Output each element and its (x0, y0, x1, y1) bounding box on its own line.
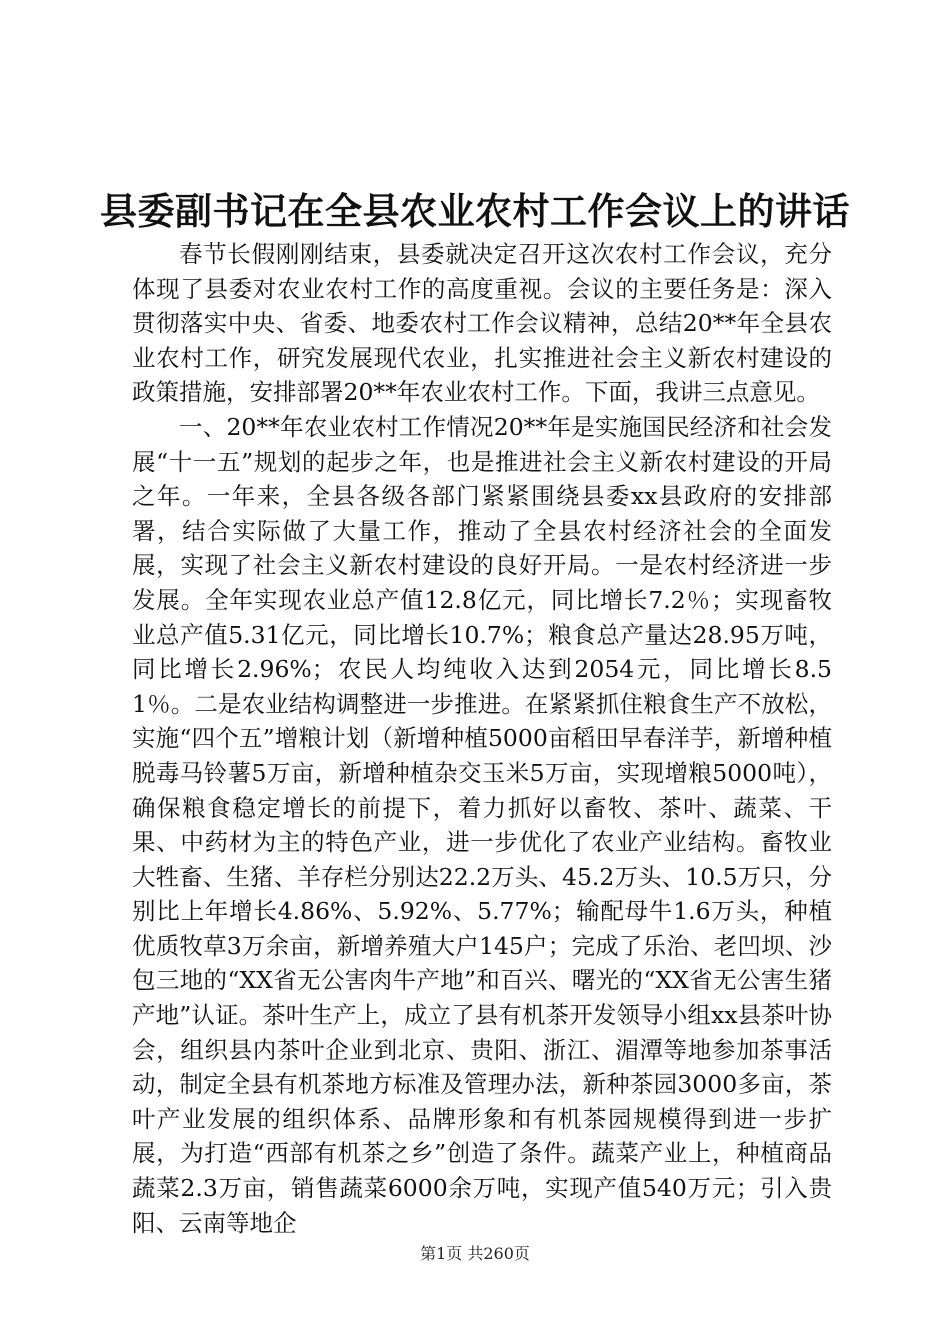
paragraph-section-one: 一、20**年农业农村工作情况20**年是实施国民经济和社会发展“十一五”规划的起步之年，也是推进社会主义新农村建设的开局之年。一年来，全县各级各部门紧紧围绕县委xx县政府的安排部署，结合实际做了大量工作，推动了全县农村经济社会的全面发展，实现了社会主义新农村建设的良好开局。一是农村经济进一步发展。全年实现农业总产值12.8亿元，同比增长7.2％；实现畜牧业总产值5.31亿元，同比增长10.7%；粮食总产量达28.95万吨，同比增长2.96%；农民人均纯收入达到2054元，同比增长8.51％。二是农业结构调整进一步推进。在紧紧抓住粮食生产不放松，实施“四个五”增粮计划（新增种植5000亩稻田早春洋芋，新增种植脱毒马铃薯5万亩，新增种植杂交玉米5万亩，实现增粮5000吨），确保粮食稳定增长的前提下，着力抓好以畜牧、茶叶、蔬菜、干果、中药材为主的特色产业，进一步优化了农业产业结构。畜牧业大牲畜、生猪、羊存栏分别达22.2万头、45.2万头、10.5万只，分别比上年增长4.86%、5.92%、5.77%；输配母牛1.6万头，种植优质牧草3万余亩，新增养殖大户145户；完成了乐治、老凹坝、沙包三地的“XX省无公害肉牛产地”和百兴、曙光的“XX省无公害生猪产地”认证。茶叶生产上，成立了县有机茶开发领导小组xx县茶叶协会，组织县内茶叶企业到北京、贵阳、浙江、湄潭等地参加茶事活动，制定全县有机茶地方标准及管理办法，新种茶园3000多亩，茶叶产业发展的组织体系、品牌形象和有机茶园规模得到进一步扩展，为打造“西部有机茶之乡”创造了条件。蔬菜产业上，种植商品蔬菜2.3万亩，销售蔬菜6000余万吨，实现产值540万元；引入贵阳、云南等地企 (132, 412, 832, 1237)
paragraph-intro: 春节长假刚刚结束，县委就决定召开这次农村工作会议，充分体现了县委对农业农村工作的高度重视。会议的主要任务是：深入贯彻落实中央、省委、地委农村工作会议精神，总结20**年全县农业农村工作，研究发展现代农业，扎实推进社会主义新农村建设的政策措施，安排部署20**年农业农村工作。下面，我讲三点意见。 (132, 240, 832, 407)
document-body (132, 237, 832, 1240)
page-footer: 第1页 共260页 (420, 1244, 530, 1263)
document-title: 县委副书记在全县农业农村工作会议上的讲话 (100, 189, 850, 233)
